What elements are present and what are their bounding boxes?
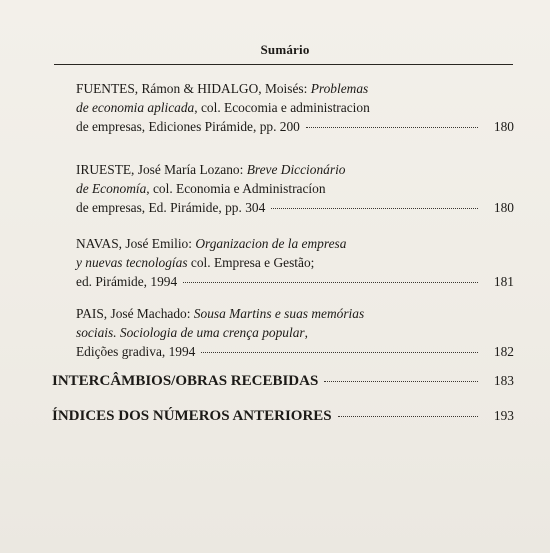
toc-section [52, 373, 514, 390]
dot-leader [201, 352, 478, 353]
dot-leader [306, 127, 478, 128]
entry-line-1 [76, 304, 514, 323]
dot-leader [338, 416, 478, 417]
entry-page-number: 181 [493, 274, 514, 289]
header-rule [54, 64, 513, 65]
entry-publisher: de empresas, Ed. Pirámide, pp. 304 [76, 200, 266, 215]
section-page-number: 193 [493, 408, 514, 423]
entry-title-part: Sousa Martins e suas memórias [193, 306, 365, 321]
entry-author: PAIS, José Machado: [76, 306, 194, 321]
entry-line-3 [76, 342, 514, 361]
entry-publisher: Edições gradiva, 1994 [76, 344, 196, 359]
entry-line-3 [76, 198, 514, 217]
entry-author: IRUESTE, José María Lozano: [76, 162, 247, 177]
entry-collection: , col. Ecocomia e administracion [194, 100, 370, 115]
section-title: INTERCÂMBIOS/OBRAS RECEBIDAS [52, 373, 319, 389]
toc-entry [76, 160, 514, 217]
dot-leader [271, 208, 478, 209]
entry-title-part: sociais. Sociologia de uma crença popular [76, 325, 305, 340]
entry-title-part: Problemas [310, 81, 369, 96]
dot-leader [183, 282, 478, 283]
entry-line-1 [76, 160, 514, 179]
entry-publisher: ed. Pirámide, 1994 [76, 274, 178, 289]
entry-author: FUENTES, Rámon & HIDALGO, Moisés: [76, 81, 311, 96]
entry-title-part: y nuevas tecnologías [76, 255, 188, 270]
entry-collection: , [304, 325, 308, 340]
entry-line-2 [76, 323, 514, 342]
toc-entry [76, 234, 514, 291]
entry-line-3 [76, 117, 514, 136]
entry-title-part: de Economía [76, 181, 147, 196]
entry-line-3 [76, 272, 514, 291]
entry-page-number: 182 [493, 344, 514, 359]
entry-title-part: Organizacion de la empresa [195, 236, 347, 251]
entry-title-part: Breve Diccionário [246, 162, 346, 177]
entry-page-number: 180 [493, 119, 514, 134]
entry-author: NAVAS, José Emilio: [76, 236, 196, 251]
running-header-title: Sumário [260, 42, 310, 57]
section-page-number: 183 [493, 373, 514, 388]
entry-collection: , col. Economia e Administracíon [146, 181, 326, 196]
toc-section [52, 408, 514, 425]
dot-leader [324, 381, 478, 382]
entry-line-1 [76, 79, 514, 98]
toc-entry [76, 79, 514, 136]
entry-page-number: 180 [493, 200, 514, 215]
entry-title-part: de economia aplicada [76, 100, 195, 115]
entry-line-1 [76, 234, 514, 253]
section-title: ÍNDICES DOS NÚMEROS ANTERIORES [52, 408, 332, 424]
entry-publisher: de empresas, Ediciones Pirámide, pp. 200 [76, 119, 300, 134]
entry-collection: col. Empresa e Gestão; [187, 255, 315, 270]
toc-entry [76, 304, 514, 361]
entry-line-2 [76, 179, 514, 198]
entry-line-2 [76, 253, 514, 272]
entry-line-2 [76, 98, 514, 117]
